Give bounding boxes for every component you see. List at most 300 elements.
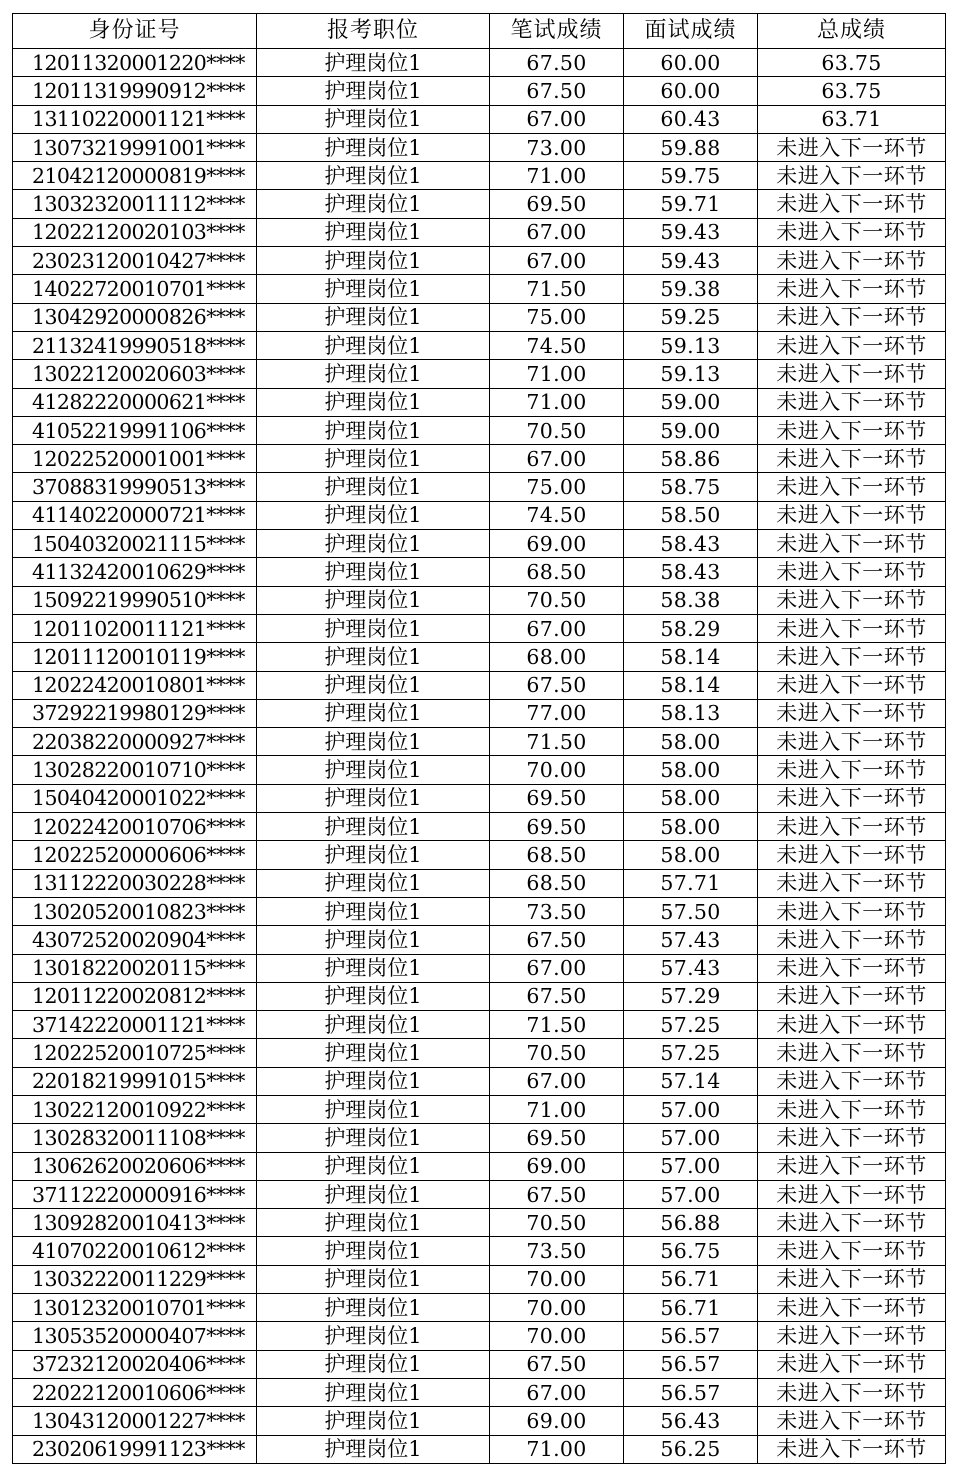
table-row bbox=[13, 1039, 946, 1067]
written-score-cell: 68.50 bbox=[490, 841, 624, 869]
written-score-cell: 67.50 bbox=[490, 77, 624, 105]
interview-score-cell: 60.00 bbox=[624, 77, 758, 105]
table-row bbox=[13, 247, 946, 275]
position-cell: 护理岗位1 bbox=[257, 1067, 490, 1095]
id-number-cell: 12022520000606**** bbox=[13, 841, 257, 869]
table-row bbox=[13, 1180, 946, 1208]
id-number-cell: 41282220000621**** bbox=[13, 388, 257, 416]
total-score-cell: 未进入下一环节 bbox=[758, 982, 946, 1010]
id-number-cell: 12022120020103**** bbox=[13, 218, 257, 246]
id-number-cell: 12011320001220**** bbox=[13, 49, 257, 77]
written-score-cell: 74.50 bbox=[490, 501, 624, 529]
written-score-cell: 71.00 bbox=[490, 1095, 624, 1123]
written-score-cell: 68.50 bbox=[490, 558, 624, 586]
position-cell: 护理岗位1 bbox=[257, 416, 490, 444]
position-cell: 护理岗位1 bbox=[257, 614, 490, 642]
written-score-cell: 67.50 bbox=[490, 1350, 624, 1378]
id-number-cell: 13110220001121**** bbox=[13, 105, 257, 133]
interview-score-cell: 60.43 bbox=[624, 105, 758, 133]
position-cell: 护理岗位1 bbox=[257, 105, 490, 133]
written-score-cell: 67.50 bbox=[490, 671, 624, 699]
position-cell: 护理岗位1 bbox=[257, 1124, 490, 1152]
total-score-cell: 未进入下一环节 bbox=[758, 1039, 946, 1067]
position-cell: 护理岗位1 bbox=[257, 133, 490, 161]
written-score-cell: 67.50 bbox=[490, 926, 624, 954]
total-score-cell: 未进入下一环节 bbox=[758, 671, 946, 699]
interview-score-cell: 59.71 bbox=[624, 190, 758, 218]
interview-score-cell: 58.29 bbox=[624, 614, 758, 642]
id-number-cell: 37142220001121**** bbox=[13, 1011, 257, 1039]
position-cell: 护理岗位1 bbox=[257, 1039, 490, 1067]
id-number-cell: 13012320010701**** bbox=[13, 1294, 257, 1322]
written-score-cell: 69.00 bbox=[490, 530, 624, 558]
id-number-cell: 13028320011108**** bbox=[13, 1124, 257, 1152]
id-number-cell: 13018220020115**** bbox=[13, 954, 257, 982]
table-row bbox=[13, 77, 946, 105]
table-row bbox=[13, 416, 946, 444]
header-position: 报考职位 bbox=[257, 14, 490, 49]
id-number-cell: 12022520010725**** bbox=[13, 1039, 257, 1067]
position-cell: 护理岗位1 bbox=[257, 728, 490, 756]
id-number-cell: 22018219991015**** bbox=[13, 1067, 257, 1095]
position-cell: 护理岗位1 bbox=[257, 1152, 490, 1180]
total-score-cell: 未进入下一环节 bbox=[758, 190, 946, 218]
interview-score-cell: 58.00 bbox=[624, 728, 758, 756]
id-number-cell: 41132420010629**** bbox=[13, 558, 257, 586]
table-row bbox=[13, 671, 946, 699]
interview-score-cell: 57.14 bbox=[624, 1067, 758, 1095]
written-score-cell: 70.50 bbox=[490, 586, 624, 614]
written-score-cell: 74.50 bbox=[490, 331, 624, 359]
id-number-cell: 41052219991106**** bbox=[13, 416, 257, 444]
total-score-cell: 63.75 bbox=[758, 49, 946, 77]
id-number-cell: 13022120010922**** bbox=[13, 1095, 257, 1123]
interview-score-cell: 58.14 bbox=[624, 643, 758, 671]
position-cell: 护理岗位1 bbox=[257, 1011, 490, 1039]
position-cell: 护理岗位1 bbox=[257, 1294, 490, 1322]
interview-score-cell: 56.25 bbox=[624, 1435, 758, 1463]
table-row bbox=[13, 388, 946, 416]
written-score-cell: 67.00 bbox=[490, 1378, 624, 1406]
position-cell: 护理岗位1 bbox=[257, 49, 490, 77]
table-row bbox=[13, 1095, 946, 1123]
total-score-cell: 未进入下一环节 bbox=[758, 1322, 946, 1350]
table-row bbox=[13, 954, 946, 982]
id-number-cell: 13112220030228**** bbox=[13, 869, 257, 897]
id-number-cell: 43072520020904**** bbox=[13, 926, 257, 954]
position-cell: 护理岗位1 bbox=[257, 501, 490, 529]
position-cell: 护理岗位1 bbox=[257, 1095, 490, 1123]
interview-score-cell: 59.13 bbox=[624, 331, 758, 359]
position-cell: 护理岗位1 bbox=[257, 275, 490, 303]
total-score-cell: 未进入下一环节 bbox=[758, 1180, 946, 1208]
total-score-cell: 未进入下一环节 bbox=[758, 558, 946, 586]
written-score-cell: 71.00 bbox=[490, 360, 624, 388]
written-score-cell: 71.50 bbox=[490, 1011, 624, 1039]
interview-score-cell: 58.43 bbox=[624, 530, 758, 558]
score-table bbox=[12, 13, 946, 1464]
total-score-cell: 未进入下一环节 bbox=[758, 926, 946, 954]
total-score-cell: 未进入下一环节 bbox=[758, 303, 946, 331]
written-score-cell: 73.50 bbox=[490, 897, 624, 925]
position-cell: 护理岗位1 bbox=[257, 445, 490, 473]
position-cell: 护理岗位1 bbox=[257, 388, 490, 416]
table-row bbox=[13, 1152, 946, 1180]
interview-score-cell: 58.75 bbox=[624, 473, 758, 501]
total-score-cell: 未进入下一环节 bbox=[758, 813, 946, 841]
interview-score-cell: 57.43 bbox=[624, 954, 758, 982]
id-number-cell: 13062620020606**** bbox=[13, 1152, 257, 1180]
written-score-cell: 71.00 bbox=[490, 388, 624, 416]
table-row bbox=[13, 105, 946, 133]
id-number-cell: 41070220010612**** bbox=[13, 1237, 257, 1265]
position-cell: 护理岗位1 bbox=[257, 954, 490, 982]
interview-score-cell: 57.00 bbox=[624, 1152, 758, 1180]
written-score-cell: 68.00 bbox=[490, 643, 624, 671]
id-number-cell: 23020619991123**** bbox=[13, 1435, 257, 1463]
written-score-cell: 67.50 bbox=[490, 49, 624, 77]
interview-score-cell: 56.75 bbox=[624, 1237, 758, 1265]
total-score-cell: 未进入下一环节 bbox=[758, 530, 946, 558]
table-row bbox=[13, 1322, 946, 1350]
interview-score-cell: 58.13 bbox=[624, 699, 758, 727]
id-number-cell: 37088319990513**** bbox=[13, 473, 257, 501]
interview-score-cell: 58.50 bbox=[624, 501, 758, 529]
table-row bbox=[13, 1350, 946, 1378]
table-row bbox=[13, 897, 946, 925]
written-score-cell: 67.00 bbox=[490, 218, 624, 246]
written-score-cell: 73.00 bbox=[490, 133, 624, 161]
written-score-cell: 67.00 bbox=[490, 614, 624, 642]
interview-score-cell: 58.00 bbox=[624, 841, 758, 869]
id-number-cell: 14022720010701**** bbox=[13, 275, 257, 303]
total-score-cell: 未进入下一环节 bbox=[758, 1124, 946, 1152]
id-number-cell: 21132419990518**** bbox=[13, 331, 257, 359]
total-score-cell: 未进入下一环节 bbox=[758, 614, 946, 642]
position-cell: 护理岗位1 bbox=[257, 1350, 490, 1378]
position-cell: 护理岗位1 bbox=[257, 784, 490, 812]
id-number-cell: 12011319990912**** bbox=[13, 77, 257, 105]
interview-score-cell: 57.25 bbox=[624, 1011, 758, 1039]
id-number-cell: 41140220000721**** bbox=[13, 501, 257, 529]
interview-score-cell: 56.57 bbox=[624, 1350, 758, 1378]
written-score-cell: 70.00 bbox=[490, 756, 624, 784]
position-cell: 护理岗位1 bbox=[257, 586, 490, 614]
id-number-cell: 12011020011121**** bbox=[13, 614, 257, 642]
position-cell: 护理岗位1 bbox=[257, 303, 490, 331]
total-score-cell: 未进入下一环节 bbox=[758, 388, 946, 416]
table-row bbox=[13, 1265, 946, 1293]
position-cell: 护理岗位1 bbox=[257, 926, 490, 954]
id-number-cell: 23023120010427**** bbox=[13, 247, 257, 275]
interview-score-cell: 57.00 bbox=[624, 1095, 758, 1123]
interview-score-cell: 58.86 bbox=[624, 445, 758, 473]
table-row bbox=[13, 473, 946, 501]
interview-score-cell: 56.88 bbox=[624, 1209, 758, 1237]
id-number-cell: 13043120001227**** bbox=[13, 1407, 257, 1435]
table-row bbox=[13, 1067, 946, 1095]
position-cell: 护理岗位1 bbox=[257, 982, 490, 1010]
table-row bbox=[13, 558, 946, 586]
position-cell: 护理岗位1 bbox=[257, 1237, 490, 1265]
table-row bbox=[13, 1435, 946, 1463]
id-number-cell: 15040420001022**** bbox=[13, 784, 257, 812]
written-score-cell: 67.00 bbox=[490, 954, 624, 982]
total-score-cell: 未进入下一环节 bbox=[758, 473, 946, 501]
interview-score-cell: 57.50 bbox=[624, 897, 758, 925]
total-score-cell: 未进入下一环节 bbox=[758, 162, 946, 190]
total-score-cell: 未进入下一环节 bbox=[758, 1407, 946, 1435]
total-score-cell: 未进入下一环节 bbox=[758, 954, 946, 982]
position-cell: 护理岗位1 bbox=[257, 841, 490, 869]
written-score-cell: 67.00 bbox=[490, 1067, 624, 1095]
total-score-cell: 未进入下一环节 bbox=[758, 133, 946, 161]
header-id-number: 身份证号 bbox=[13, 14, 257, 49]
table-row bbox=[13, 643, 946, 671]
total-score-cell: 未进入下一环节 bbox=[758, 1237, 946, 1265]
table-row bbox=[13, 501, 946, 529]
id-number-cell: 22022120010606**** bbox=[13, 1378, 257, 1406]
table-row bbox=[13, 841, 946, 869]
interview-score-cell: 56.71 bbox=[624, 1265, 758, 1293]
table-row bbox=[13, 728, 946, 756]
total-score-cell: 未进入下一环节 bbox=[758, 1265, 946, 1293]
written-score-cell: 69.00 bbox=[490, 1407, 624, 1435]
position-cell: 护理岗位1 bbox=[257, 162, 490, 190]
written-score-cell: 67.00 bbox=[490, 105, 624, 133]
id-number-cell: 12011220020812**** bbox=[13, 982, 257, 1010]
header-interview-score: 面试成绩 bbox=[624, 14, 758, 49]
id-number-cell: 13022120020603**** bbox=[13, 360, 257, 388]
table-row bbox=[13, 331, 946, 359]
total-score-cell: 未进入下一环节 bbox=[758, 218, 946, 246]
written-score-cell: 71.50 bbox=[490, 728, 624, 756]
interview-score-cell: 59.25 bbox=[624, 303, 758, 331]
interview-score-cell: 57.43 bbox=[624, 926, 758, 954]
total-score-cell: 未进入下一环节 bbox=[758, 360, 946, 388]
table-row bbox=[13, 926, 946, 954]
interview-score-cell: 59.88 bbox=[624, 133, 758, 161]
total-score-cell: 未进入下一环节 bbox=[758, 1378, 946, 1406]
id-number-cell: 12022520001001**** bbox=[13, 445, 257, 473]
total-score-cell: 未进入下一环节 bbox=[758, 1435, 946, 1463]
id-number-cell: 15040320021115**** bbox=[13, 530, 257, 558]
id-number-cell: 13032320011112**** bbox=[13, 190, 257, 218]
written-score-cell: 75.00 bbox=[490, 303, 624, 331]
id-number-cell: 13042920000826**** bbox=[13, 303, 257, 331]
interview-score-cell: 59.75 bbox=[624, 162, 758, 190]
written-score-cell: 71.00 bbox=[490, 162, 624, 190]
table-body bbox=[13, 49, 946, 1464]
total-score-cell: 未进入下一环节 bbox=[758, 841, 946, 869]
id-number-cell: 13020520010823**** bbox=[13, 897, 257, 925]
table-row bbox=[13, 360, 946, 388]
position-cell: 护理岗位1 bbox=[257, 869, 490, 897]
position-cell: 护理岗位1 bbox=[257, 671, 490, 699]
interview-score-cell: 56.43 bbox=[624, 1407, 758, 1435]
total-score-cell: 未进入下一环节 bbox=[758, 869, 946, 897]
position-cell: 护理岗位1 bbox=[257, 1265, 490, 1293]
total-score-cell: 63.71 bbox=[758, 105, 946, 133]
id-number-cell: 13092820010413**** bbox=[13, 1209, 257, 1237]
table-row bbox=[13, 982, 946, 1010]
written-score-cell: 75.00 bbox=[490, 473, 624, 501]
interview-score-cell: 59.13 bbox=[624, 360, 758, 388]
id-number-cell: 37112220000916**** bbox=[13, 1180, 257, 1208]
table-row bbox=[13, 756, 946, 784]
interview-score-cell: 57.00 bbox=[624, 1124, 758, 1152]
interview-score-cell: 56.71 bbox=[624, 1294, 758, 1322]
total-score-cell: 未进入下一环节 bbox=[758, 1011, 946, 1039]
total-score-cell: 未进入下一环节 bbox=[758, 331, 946, 359]
interview-score-cell: 60.00 bbox=[624, 49, 758, 77]
position-cell: 护理岗位1 bbox=[257, 1180, 490, 1208]
position-cell: 护理岗位1 bbox=[257, 1407, 490, 1435]
written-score-cell: 67.00 bbox=[490, 445, 624, 473]
position-cell: 护理岗位1 bbox=[257, 473, 490, 501]
position-cell: 护理岗位1 bbox=[257, 1322, 490, 1350]
id-number-cell: 21042120000819**** bbox=[13, 162, 257, 190]
position-cell: 护理岗位1 bbox=[257, 1209, 490, 1237]
interview-score-cell: 58.00 bbox=[624, 784, 758, 812]
position-cell: 护理岗位1 bbox=[257, 813, 490, 841]
total-score-cell: 未进入下一环节 bbox=[758, 897, 946, 925]
total-score-cell: 未进入下一环节 bbox=[758, 756, 946, 784]
id-number-cell: 12011120010119**** bbox=[13, 643, 257, 671]
table-row bbox=[13, 162, 946, 190]
total-score-cell: 未进入下一环节 bbox=[758, 784, 946, 812]
table-row bbox=[13, 614, 946, 642]
position-cell: 护理岗位1 bbox=[257, 558, 490, 586]
written-score-cell: 71.00 bbox=[490, 1435, 624, 1463]
position-cell: 护理岗位1 bbox=[257, 1378, 490, 1406]
id-number-cell: 13032220011229**** bbox=[13, 1265, 257, 1293]
table-row bbox=[13, 869, 946, 897]
position-cell: 护理岗位1 bbox=[257, 247, 490, 275]
interview-score-cell: 56.57 bbox=[624, 1322, 758, 1350]
table-row bbox=[13, 445, 946, 473]
interview-score-cell: 56.57 bbox=[624, 1378, 758, 1406]
written-score-cell: 69.50 bbox=[490, 813, 624, 841]
written-score-cell: 69.00 bbox=[490, 1152, 624, 1180]
table-row bbox=[13, 1294, 946, 1322]
position-cell: 护理岗位1 bbox=[257, 331, 490, 359]
position-cell: 护理岗位1 bbox=[257, 699, 490, 727]
table-row bbox=[13, 1237, 946, 1265]
total-score-cell: 未进入下一环节 bbox=[758, 416, 946, 444]
interview-score-cell: 58.14 bbox=[624, 671, 758, 699]
table-row bbox=[13, 586, 946, 614]
total-score-cell: 未进入下一环节 bbox=[758, 1095, 946, 1123]
position-cell: 护理岗位1 bbox=[257, 897, 490, 925]
table-row bbox=[13, 813, 946, 841]
table-row bbox=[13, 190, 946, 218]
written-score-cell: 67.50 bbox=[490, 1180, 624, 1208]
position-cell: 护理岗位1 bbox=[257, 1435, 490, 1463]
written-score-cell: 70.50 bbox=[490, 1039, 624, 1067]
position-cell: 护理岗位1 bbox=[257, 643, 490, 671]
table-row bbox=[13, 1378, 946, 1406]
id-number-cell: 22038220000927**** bbox=[13, 728, 257, 756]
interview-score-cell: 58.00 bbox=[624, 756, 758, 784]
written-score-cell: 69.50 bbox=[490, 1124, 624, 1152]
table-row bbox=[13, 530, 946, 558]
position-cell: 护理岗位1 bbox=[257, 218, 490, 246]
written-score-cell: 67.00 bbox=[490, 247, 624, 275]
interview-score-cell: 57.00 bbox=[624, 1180, 758, 1208]
interview-score-cell: 59.00 bbox=[624, 416, 758, 444]
written-score-cell: 68.50 bbox=[490, 869, 624, 897]
position-cell: 护理岗位1 bbox=[257, 360, 490, 388]
header-row bbox=[13, 14, 946, 49]
table-row bbox=[13, 784, 946, 812]
position-cell: 护理岗位1 bbox=[257, 77, 490, 105]
position-cell: 护理岗位1 bbox=[257, 190, 490, 218]
id-number-cell: 12022420010801**** bbox=[13, 671, 257, 699]
id-number-cell: 12022420010706**** bbox=[13, 813, 257, 841]
table-row bbox=[13, 49, 946, 77]
written-score-cell: 70.50 bbox=[490, 1209, 624, 1237]
id-number-cell: 37232120020406**** bbox=[13, 1350, 257, 1378]
total-score-cell: 未进入下一环节 bbox=[758, 501, 946, 529]
id-number-cell: 15092219990510**** bbox=[13, 586, 257, 614]
interview-score-cell: 57.29 bbox=[624, 982, 758, 1010]
interview-score-cell: 59.38 bbox=[624, 275, 758, 303]
table-row bbox=[13, 275, 946, 303]
interview-score-cell: 59.43 bbox=[624, 218, 758, 246]
written-score-cell: 67.50 bbox=[490, 982, 624, 1010]
table-row bbox=[13, 133, 946, 161]
table-row bbox=[13, 1124, 946, 1152]
id-number-cell: 37292219980129**** bbox=[13, 699, 257, 727]
total-score-cell: 63.75 bbox=[758, 77, 946, 105]
total-score-cell: 未进入下一环节 bbox=[758, 445, 946, 473]
written-score-cell: 71.50 bbox=[490, 275, 624, 303]
table-row bbox=[13, 1209, 946, 1237]
table-row bbox=[13, 1011, 946, 1039]
id-number-cell: 13053520000407**** bbox=[13, 1322, 257, 1350]
total-score-cell: 未进入下一环节 bbox=[758, 643, 946, 671]
written-score-cell: 69.50 bbox=[490, 784, 624, 812]
table-row bbox=[13, 303, 946, 331]
total-score-cell: 未进入下一环节 bbox=[758, 275, 946, 303]
written-score-cell: 70.00 bbox=[490, 1322, 624, 1350]
total-score-cell: 未进入下一环节 bbox=[758, 1350, 946, 1378]
position-cell: 护理岗位1 bbox=[257, 756, 490, 784]
interview-score-cell: 58.43 bbox=[624, 558, 758, 586]
table-row bbox=[13, 218, 946, 246]
written-score-cell: 69.50 bbox=[490, 190, 624, 218]
interview-score-cell: 58.00 bbox=[624, 813, 758, 841]
total-score-cell: 未进入下一环节 bbox=[758, 586, 946, 614]
interview-score-cell: 58.38 bbox=[624, 586, 758, 614]
total-score-cell: 未进入下一环节 bbox=[758, 1294, 946, 1322]
interview-score-cell: 59.43 bbox=[624, 247, 758, 275]
table-row bbox=[13, 1407, 946, 1435]
total-score-cell: 未进入下一环节 bbox=[758, 728, 946, 756]
written-score-cell: 73.50 bbox=[490, 1237, 624, 1265]
interview-score-cell: 59.00 bbox=[624, 388, 758, 416]
table-row bbox=[13, 699, 946, 727]
total-score-cell: 未进入下一环节 bbox=[758, 1067, 946, 1095]
interview-score-cell: 57.25 bbox=[624, 1039, 758, 1067]
total-score-cell: 未进入下一环节 bbox=[758, 1209, 946, 1237]
id-number-cell: 13073219991001**** bbox=[13, 133, 257, 161]
header-written-score: 笔试成绩 bbox=[490, 14, 624, 49]
written-score-cell: 70.00 bbox=[490, 1294, 624, 1322]
written-score-cell: 70.00 bbox=[490, 1265, 624, 1293]
written-score-cell: 70.50 bbox=[490, 416, 624, 444]
